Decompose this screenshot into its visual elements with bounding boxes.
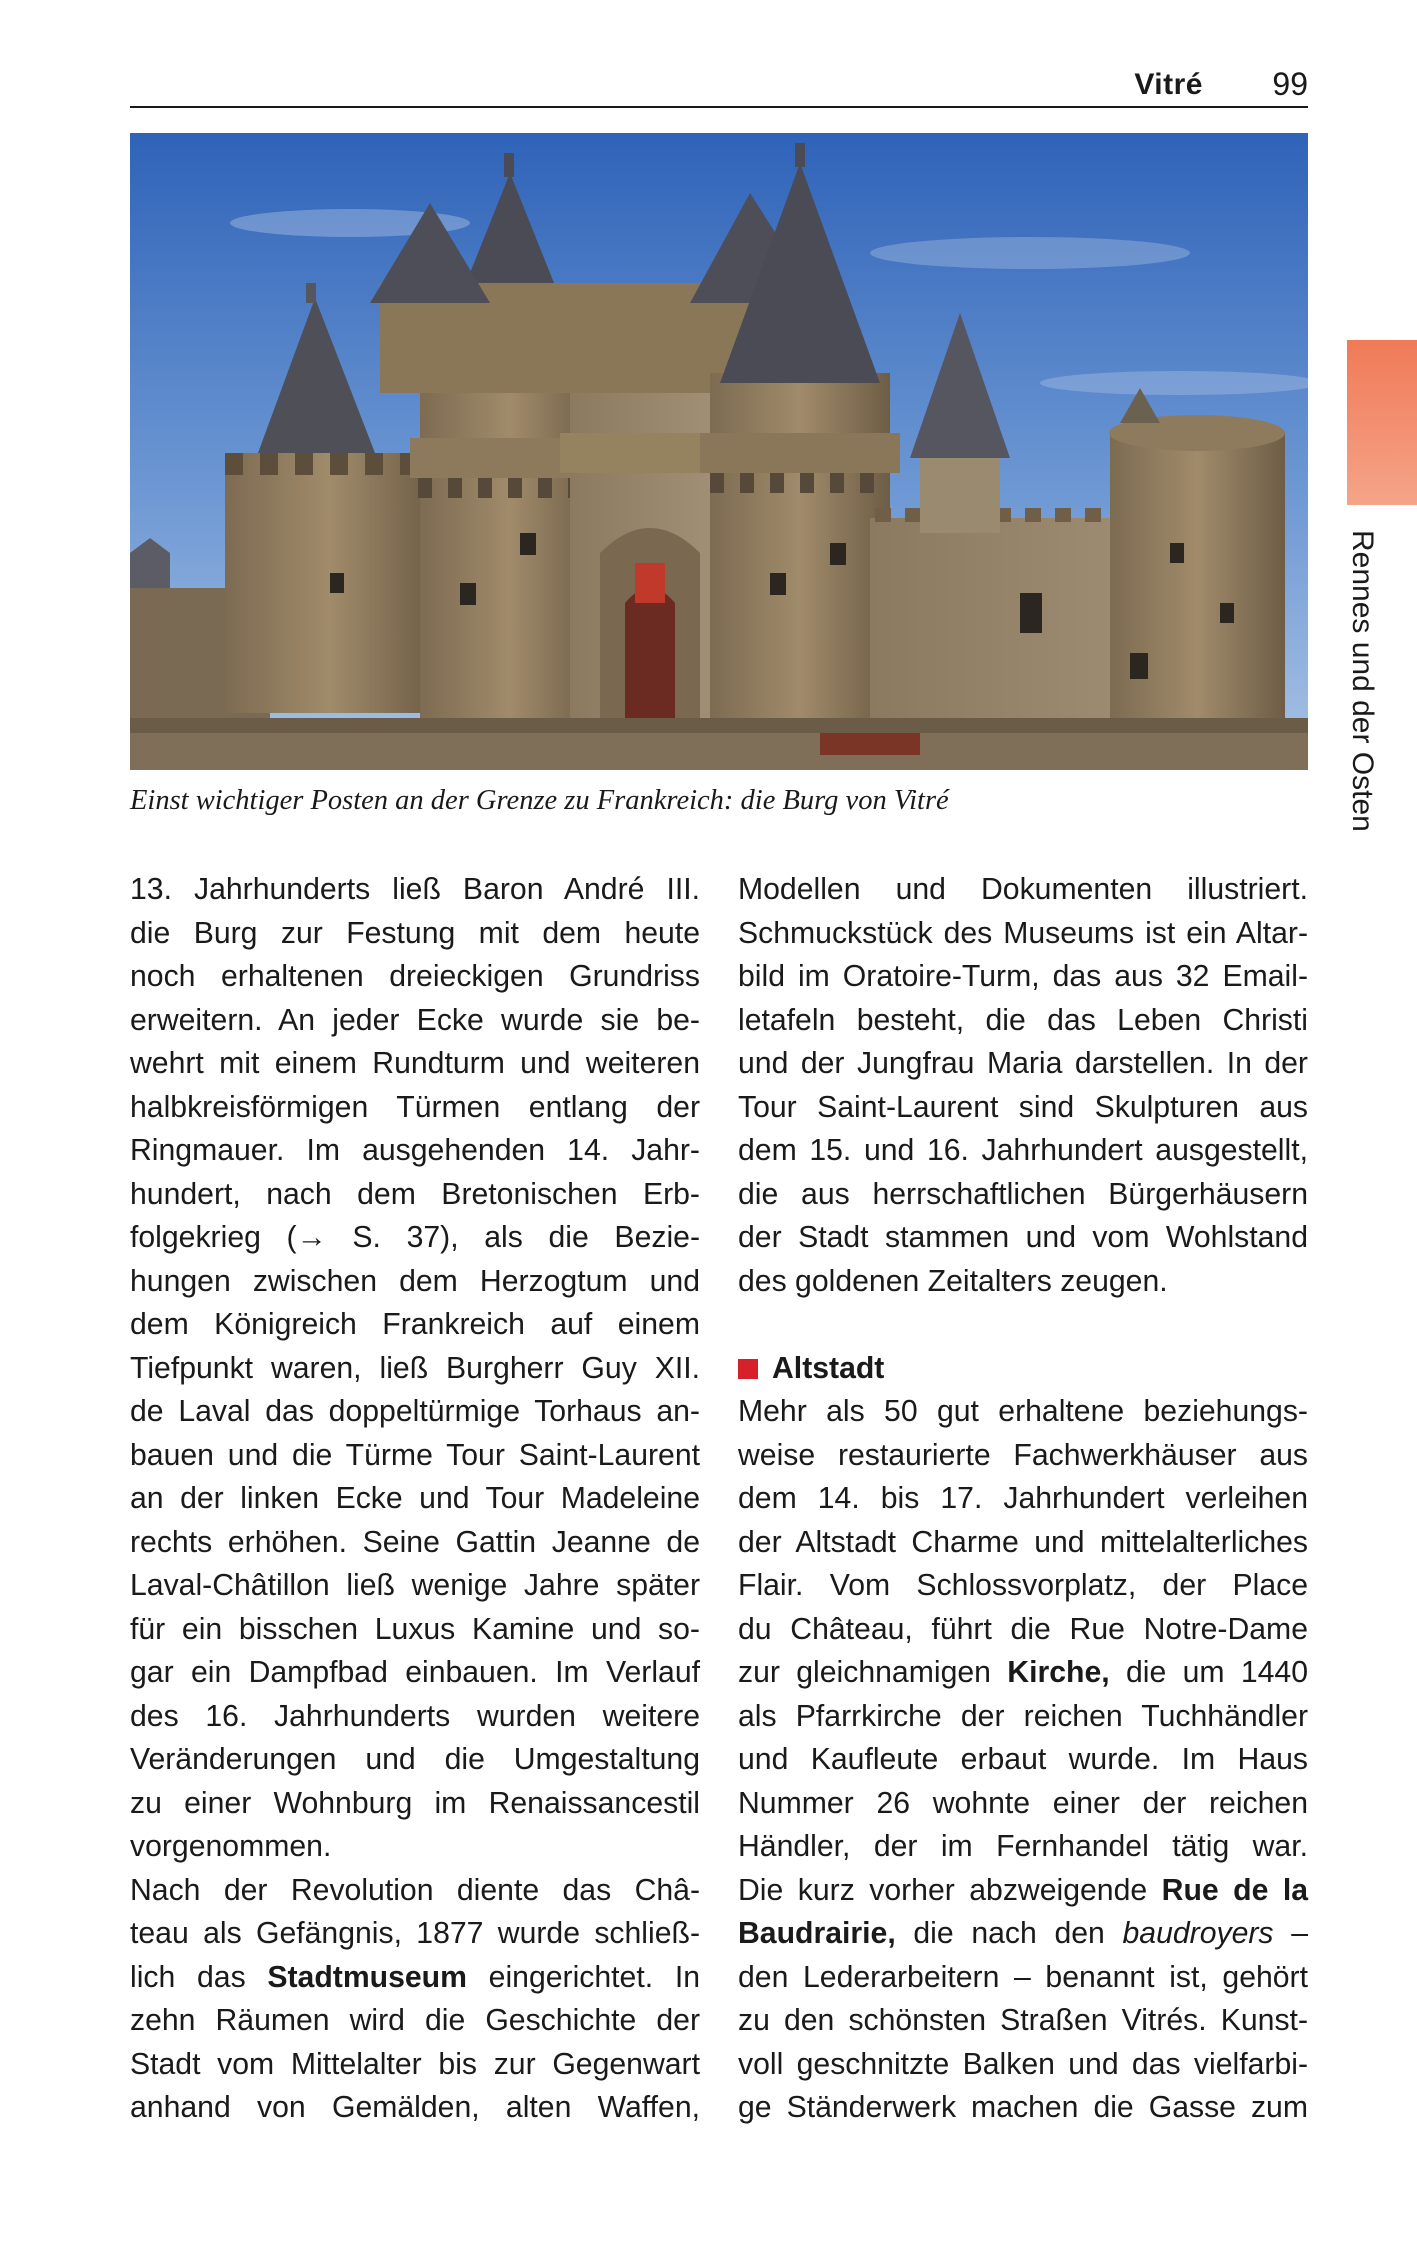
text-line: de Laval das doppeltürmige Torhaus an-	[130, 1395, 700, 1428]
text-line: der Altstadt Charme und mittelalterliches	[738, 1525, 1308, 1559]
text-run: eingerichtet. In	[466, 1960, 700, 1994]
right-column	[738, 868, 1308, 2130]
text-line: hundert, nach dem Bretonischen Erb-	[130, 1177, 700, 1211]
italic-term: baudroyers	[1122, 1917, 1274, 1950]
text-line: die aus herrschaftlichen Bürgerhäusern	[738, 1177, 1308, 1211]
text-line: Tour Saint-Laurent sind Skulpturen aus	[738, 1090, 1308, 1124]
text-line: teau als Gefängnis, 1877 wurde schließ-	[130, 1917, 700, 1950]
text-line: Schmuckstück des Museums ist ein Altar-	[738, 916, 1308, 950]
paragraph-gap	[738, 1303, 1308, 1347]
section-heading-text: Altstadt	[772, 1351, 885, 1385]
text-line: du Château, führt die Rue Notre-Dame	[738, 1612, 1308, 1646]
text-line: 13. Jahrhunderts ließ Baron André III.	[130, 873, 700, 906]
text-line: Ringmauer. Im ausgehenden 14. Jahr-	[130, 1134, 700, 1167]
text-line: anhand von Gemälden, alten Waffen,	[130, 2091, 700, 2124]
text-line: ge Ständerwerk machen die Gasse zum	[738, 2091, 1308, 2124]
text-line: hungen zwischen dem Herzogtum und	[130, 1264, 700, 1298]
section-heading	[738, 1347, 1308, 1391]
museum-name: Stadtmuseum	[267, 1960, 467, 1994]
text-run: zur gleichnamigen	[738, 1656, 1008, 1689]
page-number: 99	[1272, 66, 1308, 102]
text-line	[738, 1869, 1308, 1913]
text-line: als Pfarrkirche der reichen Tuchhändler	[738, 1699, 1308, 1733]
street-name: Rue de la	[1161, 1873, 1308, 1907]
photo-caption: Einst wichtiger Posten an der Grenze zu Frankreich: die Burg von Vitré	[130, 785, 949, 816]
castle-illustration	[130, 133, 1308, 770]
left-column	[130, 868, 700, 2130]
castle-photo	[130, 133, 1308, 770]
text-line: Modellen und Dokumenten illustriert.	[738, 873, 1308, 906]
text-line: und Kaufleute erbaut wurde. Im Haus	[738, 1743, 1308, 1776]
text-line: Mehr als 50 gut erhaltene beziehungs-	[738, 1395, 1308, 1428]
text-line: Nach der Revolution diente das Châ-	[130, 1873, 700, 1907]
text-line: Händler, der im Fernhandel tätig war.	[738, 1830, 1308, 1863]
text-line: Flair. Vom Schlossvorplatz, der Place	[738, 1569, 1308, 1602]
text-line	[738, 1912, 1308, 1956]
text-run: die nach den	[895, 1917, 1123, 1950]
text-line: erweitern. An jeder Ecke wurde sie be-	[130, 1003, 700, 1037]
text-line: und der Jungfrau Maria darstellen. In der	[738, 1047, 1308, 1080]
text-line: rechts erhöhen. Seine Gattin Jeanne de	[130, 1525, 700, 1559]
text-line: dem 15. und 16. Jahrhundert ausgestellt,	[738, 1134, 1308, 1167]
text-line: Veränderungen und die Umgestaltung	[130, 1743, 700, 1776]
text-line	[738, 1651, 1308, 1695]
text-line: wehrt mit einem Rundturm und weiteren	[130, 1047, 700, 1080]
text-run: –	[1273, 1917, 1308, 1950]
text-line: weise restaurierte Fachwerkhäuser aus	[738, 1438, 1308, 1472]
text-run: Die kurz vorher abzweigende	[738, 1873, 1162, 1907]
text-line: die Burg zur Festung mit dem heute	[130, 916, 700, 950]
text-line: zu einer Wohnburg im Renaissancestil	[130, 1786, 700, 1820]
text-line	[130, 1956, 700, 2000]
chapter-label-text: Rennes und der Osten	[1346, 530, 1379, 832]
text-line: gar ein Dampfbad einbauen. Im Verlauf	[130, 1656, 700, 1689]
text-line: dem 14. bis 17. Jahrhundert verleihen	[738, 1482, 1308, 1515]
text-line: Stadt vom Mittelalter bis zur Gegenwart	[130, 2047, 700, 2081]
text-line: letafeln besteht, die das Leben Christi	[738, 1003, 1308, 1037]
text-line: an der linken Ecke und Tour Madeleine	[130, 1482, 700, 1515]
text-line: Laval-Châtillon ließ wenige Jahre später	[130, 1569, 700, 1602]
text-line: zu den schönsten Straßen Vitrés. Kunst-	[738, 2004, 1308, 2037]
text-line: des 16. Jahrhunderts wurden weitere	[130, 1699, 700, 1733]
text-run: die um 1440	[1109, 1656, 1308, 1689]
text-line: dem Königreich Frankreich auf einem	[130, 1308, 700, 1341]
text-line: vorgenommen.	[130, 1830, 332, 1863]
text-line: bauen und die Türme Tour Saint-Laurent	[130, 1438, 700, 1472]
text-line: des goldenen Zeitalters zeugen.	[738, 1264, 1168, 1298]
chapter-tab	[1347, 340, 1417, 505]
chapter-label	[1345, 530, 1385, 870]
text-line: den Lederarbeitern – benannt ist, gehört	[738, 1960, 1308, 1994]
text-line: voll geschnitzte Balken und das vielfarbi-	[738, 2047, 1308, 2081]
running-header	[130, 62, 1308, 108]
text-line: Nummer 26 wohnte einer der reichen	[738, 1786, 1308, 1820]
text-line: noch erhaltenen dreieckigen Grundriss	[130, 960, 700, 993]
street-name: Baudrairie,	[738, 1917, 896, 1950]
text-line: halbkreisförmigen Türmen entlang der	[130, 1090, 700, 1124]
square-bullet-icon	[738, 1359, 758, 1379]
section-title: Vitré	[1134, 68, 1203, 101]
text-line: Tiefpunkt waren, ließ Burgherr Guy XII.	[130, 1351, 700, 1385]
text-line: bild im Oratoire-Turm, das aus 32 Email-	[738, 960, 1308, 993]
text-line: für ein bisschen Luxus Kamine und so-	[130, 1612, 700, 1646]
text-run: lich das	[130, 1960, 268, 1994]
church-name: Kirche,	[1007, 1656, 1110, 1689]
text-line: der Stadt stammen und vom Wohlstand	[738, 1221, 1308, 1254]
text-line: zehn Räumen wird die Geschichte der	[130, 2004, 700, 2037]
text-line: folgekrieg (→ S. 37), als die Bezie-	[130, 1221, 700, 1254]
